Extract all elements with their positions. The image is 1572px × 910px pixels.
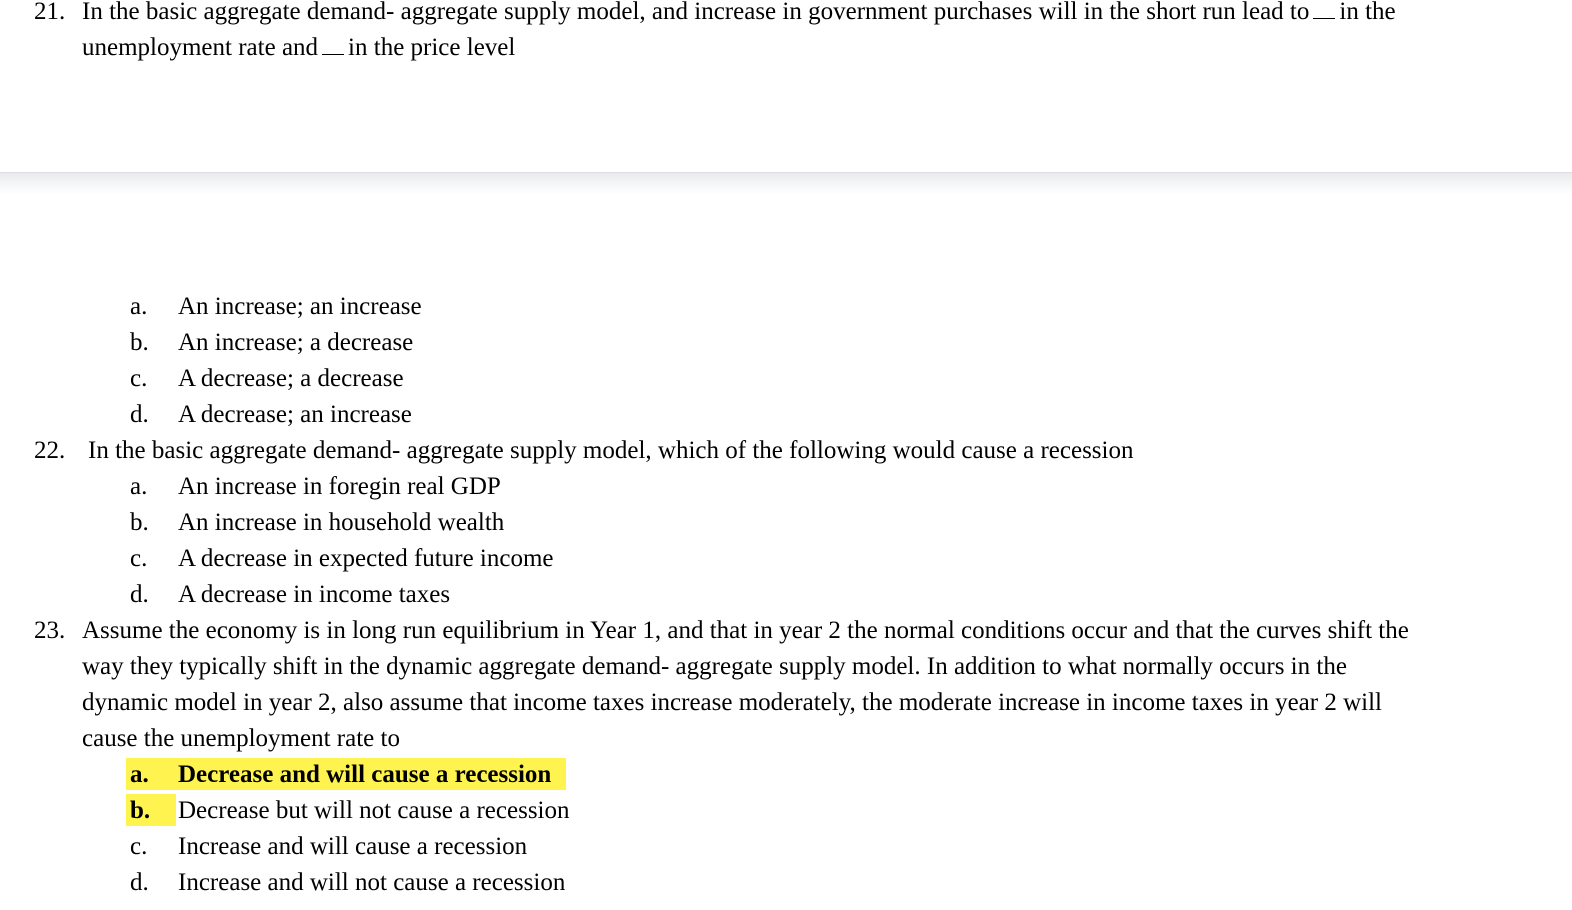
q21-option-d-letter: d.: [130, 401, 149, 428]
q22-option-b: An increase in household wealth: [178, 509, 505, 536]
q22-text: In the basic aggregate demand- aggregate supply model, which of the following would cause a recession: [88, 437, 1134, 464]
q22-option-b-letter: b.: [130, 509, 149, 536]
q23-option-b-letter: b.: [130, 797, 151, 824]
q22-option-a-letter: a.: [130, 473, 148, 500]
q23-option-c: Increase and will cause a recession: [178, 833, 528, 860]
q21-option-c: A decrease; a decrease: [178, 365, 404, 392]
q23-option-c-letter: c.: [130, 833, 148, 860]
q21-blank-2: [322, 34, 344, 55]
q23-line-4: cause the unemployment rate to: [82, 725, 400, 752]
q23-number: 23.: [34, 617, 66, 644]
q21-option-a-letter: a.: [130, 293, 148, 320]
q23-line-1: Assume the economy is in long run equilibrium in Year 1, and that in year 2 the normal conditions occur and that the curves shift the: [82, 617, 1409, 644]
q21-option-d: A decrease; an increase: [178, 401, 412, 428]
q21-option-b-letter: b.: [130, 329, 149, 356]
q23-option-a: Decrease and will cause a recession: [178, 761, 552, 788]
q21-option-b: An increase; a decrease: [178, 329, 414, 356]
q23-line-3: dynamic model in year 2, also assume that income taxes increase moderately, the moderate increase in income taxes in year 2 will: [82, 689, 1382, 716]
q21-option-c-letter: c.: [130, 365, 148, 392]
q21-line-1-tail: in the: [1339, 0, 1396, 25]
q21-blank-1: [1313, 0, 1335, 19]
q21-line-2-text: unemployment rate and: [82, 34, 319, 61]
q21-option-a: An increase; an increase: [178, 293, 422, 320]
q21-line-2: [82, 30, 515, 66]
q21-line-2-tail: in the price level: [348, 34, 516, 61]
q22-option-c: A decrease in expected future income: [178, 545, 554, 572]
q22-option-d-letter: d.: [130, 581, 149, 608]
q21-line-1-text: In the basic aggregate demand- aggregate supply model, and increase in government purchases will in the short run lead to: [82, 0, 1310, 25]
q21-line-1: [82, 0, 1396, 30]
page-break-separator: [0, 172, 1572, 195]
q23-option-b: Decrease but will not cause a recession: [178, 797, 570, 824]
q22-option-c-letter: c.: [130, 545, 148, 572]
q22-number: 22.: [34, 437, 66, 464]
q22-option-a: An increase in foregin real GDP: [178, 473, 501, 500]
q23-option-d: Increase and will not cause a recession: [178, 869, 566, 896]
q21-number: 21.: [34, 0, 66, 25]
q23-option-a-letter: a.: [130, 761, 149, 788]
q22-option-d: A decrease in income taxes: [178, 581, 451, 608]
q23-line-2: way they typically shift in the dynamic aggregate demand- aggregate supply model. In addition to what normally occurs in the: [82, 653, 1347, 680]
q23-option-d-letter: d.: [130, 869, 149, 896]
